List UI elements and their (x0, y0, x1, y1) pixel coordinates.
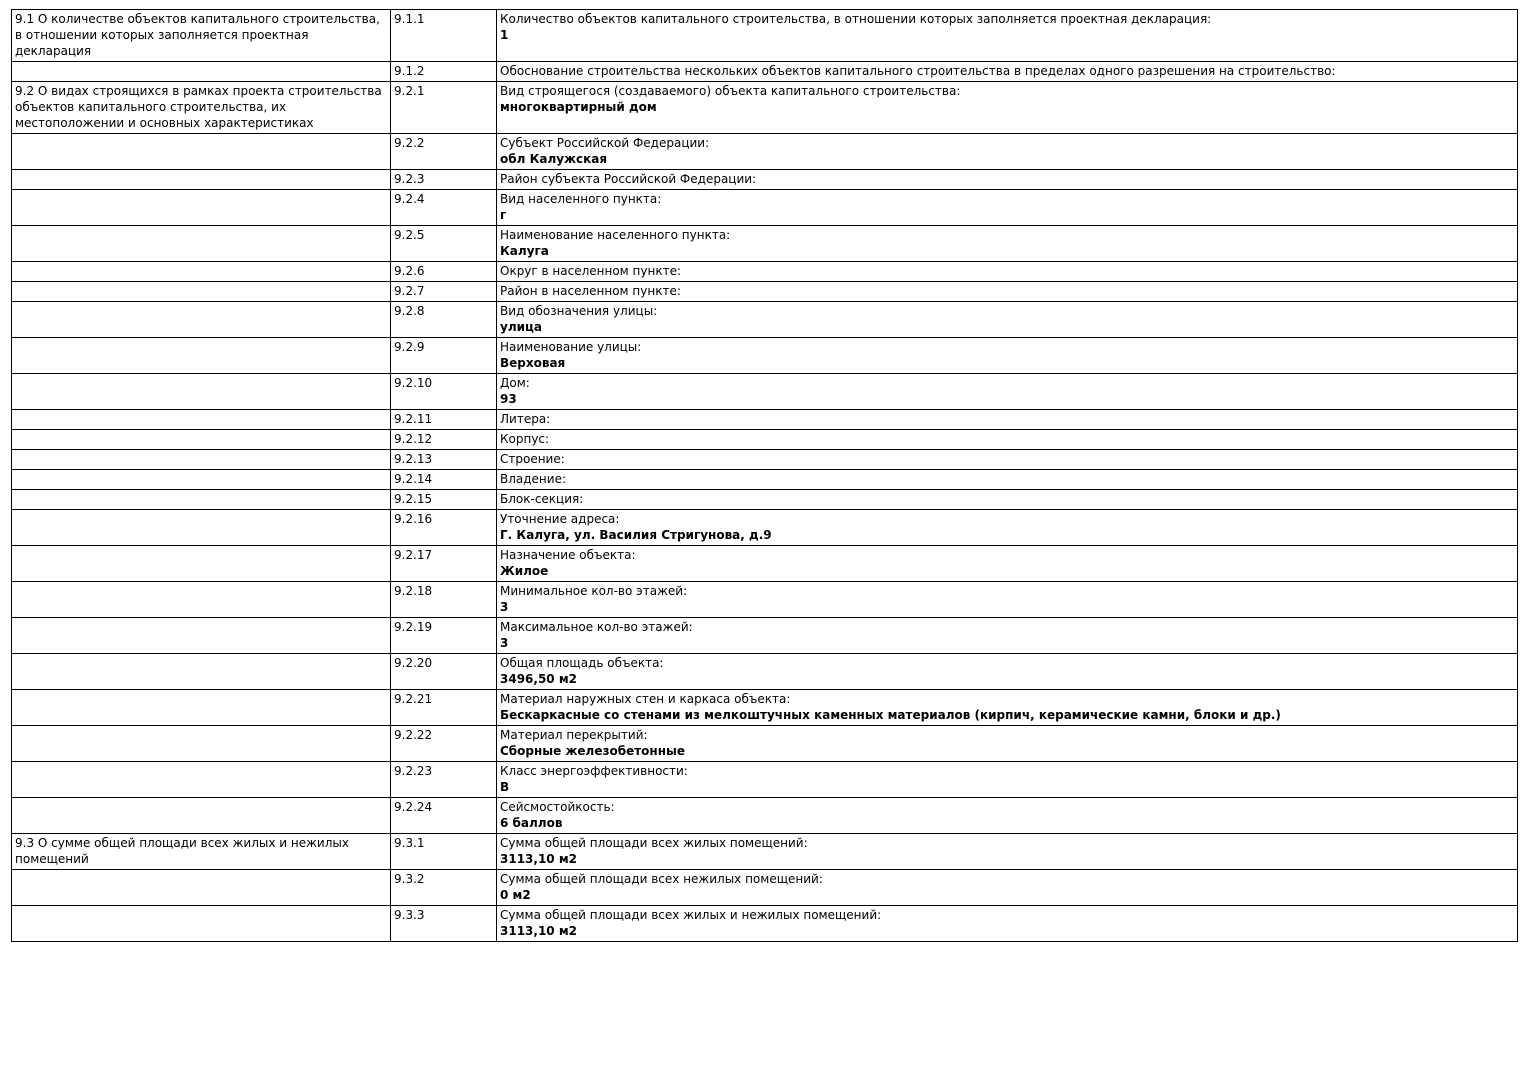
field-label: Назначение объекта: (500, 548, 636, 562)
row-content-cell (497, 582, 1518, 618)
row-content-cell (497, 490, 1518, 510)
row-content-cell (497, 654, 1518, 690)
row-number-cell: 9.3.3 (391, 906, 497, 942)
field-label: Блок-секция: (500, 492, 584, 506)
section-empty-cell (12, 510, 391, 546)
field-value: многоквартирный дом (500, 100, 657, 114)
row-content-cell (497, 510, 1518, 546)
row-content-cell (497, 690, 1518, 726)
row-number-cell: 9.2.16 (391, 510, 497, 546)
field-label: Дом: (500, 376, 530, 390)
section-empty-cell (12, 762, 391, 798)
section-empty-cell (12, 134, 391, 170)
row-number-cell: 9.2.21 (391, 690, 497, 726)
row-content-cell (497, 470, 1518, 490)
table-row (12, 546, 1518, 582)
field-label: Вид строящегося (создаваемого) объекта капитального строительства: (500, 84, 961, 98)
row-content-cell (497, 834, 1518, 870)
field-value: улица (500, 320, 543, 334)
field-label: Материал перекрытий: (500, 728, 648, 742)
table-row (12, 582, 1518, 618)
section-empty-cell (12, 374, 391, 410)
table-row (12, 762, 1518, 798)
field-label: Общая площадь объекта: (500, 656, 664, 670)
row-content-cell (497, 762, 1518, 798)
row-content-cell (497, 430, 1518, 450)
section-empty-cell (12, 170, 391, 190)
section-title-cell: 9.1 О количестве объектов капитального строительства, в отношении которых заполняется проектная декларация (12, 10, 391, 62)
section-empty-cell (12, 430, 391, 450)
table-row (12, 170, 1518, 190)
field-value: 3113,10 м2 (500, 852, 577, 866)
table-row (12, 134, 1518, 170)
row-content-cell (497, 282, 1518, 302)
row-number-cell: 9.2.23 (391, 762, 497, 798)
table-row (12, 490, 1518, 510)
field-value: Сборные железобетонные (500, 744, 685, 758)
row-number-cell: 9.2.9 (391, 338, 497, 374)
field-label: Округ в населенном пункте: (500, 264, 682, 278)
row-number-cell: 9.2.4 (391, 190, 497, 226)
section-empty-cell (12, 618, 391, 654)
row-number-cell: 9.2.1 (391, 82, 497, 134)
field-label: Наименование населенного пункта: (500, 228, 731, 242)
table-row (12, 618, 1518, 654)
section-empty-cell (12, 582, 391, 618)
table-row (12, 870, 1518, 906)
section-title-cell: 9.2 О видах строящихся в рамках проекта строительства объектов капитального строительства, их местоположении и основных характеристиках (12, 82, 391, 134)
row-number-cell: 9.2.19 (391, 618, 497, 654)
table-row (12, 302, 1518, 338)
field-value: Жилое (500, 564, 549, 578)
field-value: 1 (500, 28, 509, 42)
table-row (12, 798, 1518, 834)
field-value: Г. Калуга, ул. Василия Стригунова, д.9 (500, 528, 772, 542)
section-empty-cell (12, 62, 391, 82)
field-label: Максимальное кол-во этажей: (500, 620, 693, 634)
section-empty-cell (12, 302, 391, 338)
row-number-cell: 9.2.18 (391, 582, 497, 618)
row-content-cell (497, 82, 1518, 134)
section-title-cell: 9.3 О сумме общей площади всех жилых и нежилых помещений (12, 834, 391, 870)
field-value: 3496,50 м2 (500, 672, 577, 686)
row-content-cell (497, 798, 1518, 834)
row-content-cell (497, 190, 1518, 226)
table-row (12, 62, 1518, 82)
row-content-cell (497, 134, 1518, 170)
field-label: Наименование улицы: (500, 340, 642, 354)
table-row (12, 374, 1518, 410)
row-content-cell (497, 62, 1518, 82)
table-row (12, 10, 1518, 62)
field-label: Литера: (500, 412, 551, 426)
field-label: Корпус: (500, 432, 550, 446)
field-value: 93 (500, 392, 517, 406)
declaration-table (11, 9, 1518, 942)
field-value: 6 баллов (500, 816, 563, 830)
field-label: Обоснование строительства нескольких объектов капитального строительства в пределах одного разрешения на строительство: (500, 64, 1336, 78)
table-row (12, 834, 1518, 870)
row-content-cell (497, 906, 1518, 942)
table-row (12, 470, 1518, 490)
section-empty-cell (12, 690, 391, 726)
section-empty-cell (12, 470, 391, 490)
field-value: обл Калужская (500, 152, 608, 166)
row-number-cell: 9.1.1 (391, 10, 497, 62)
field-label: Владение: (500, 472, 567, 486)
field-label: Сумма общей площади всех жилых помещений: (500, 836, 808, 850)
field-value: г (500, 208, 507, 222)
field-label: Сумма общей площади всех жилых и нежилых помещений: (500, 908, 882, 922)
field-value: Бескаркасные со стенами из мелкоштучных каменных материалов (кирпич, керамические камни, блоки и др.) (500, 708, 1281, 722)
field-value: 0 м2 (500, 888, 531, 902)
section-empty-cell (12, 798, 391, 834)
field-label: Сумма общей площади всех нежилых помещений: (500, 872, 823, 886)
field-label: Вид населенного пункта: (500, 192, 662, 206)
row-number-cell: 9.2.14 (391, 470, 497, 490)
field-label: Строение: (500, 452, 565, 466)
row-content-cell (497, 618, 1518, 654)
row-number-cell: 9.2.10 (391, 374, 497, 410)
table-row (12, 430, 1518, 450)
table-row (12, 450, 1518, 470)
section-empty-cell (12, 226, 391, 262)
section-empty-cell (12, 870, 391, 906)
field-label: Минимальное кол-во этажей: (500, 584, 688, 598)
row-content-cell (497, 262, 1518, 282)
row-number-cell: 9.2.20 (391, 654, 497, 690)
row-number-cell: 9.2.17 (391, 546, 497, 582)
field-label: Район в населенном пункте: (500, 284, 681, 298)
field-value: В (500, 780, 510, 794)
field-label: Вид обозначения улицы: (500, 304, 658, 318)
section-empty-cell (12, 262, 391, 282)
field-value: 3 (500, 636, 509, 650)
row-number-cell: 9.2.5 (391, 226, 497, 262)
row-content-cell (497, 170, 1518, 190)
row-content-cell (497, 302, 1518, 338)
table-row (12, 338, 1518, 374)
section-empty-cell (12, 450, 391, 470)
section-empty-cell (12, 282, 391, 302)
row-content-cell (497, 450, 1518, 470)
table-row (12, 906, 1518, 942)
table-row (12, 410, 1518, 430)
row-number-cell: 9.2.22 (391, 726, 497, 762)
section-empty-cell (12, 410, 391, 430)
field-label: Уточнение адреса: (500, 512, 620, 526)
field-value: Верховая (500, 356, 566, 370)
row-number-cell: 9.2.6 (391, 262, 497, 282)
row-content-cell (497, 726, 1518, 762)
row-number-cell: 9.2.12 (391, 430, 497, 450)
field-value: 3 (500, 600, 509, 614)
row-number-cell: 9.2.3 (391, 170, 497, 190)
field-label: Сейсмостойкость: (500, 800, 615, 814)
row-number-cell: 9.3.1 (391, 834, 497, 870)
field-value: Калуга (500, 244, 549, 258)
row-content-cell (497, 410, 1518, 430)
section-empty-cell (12, 338, 391, 374)
field-label: Класс энергоэффективности: (500, 764, 688, 778)
row-number-cell: 9.2.2 (391, 134, 497, 170)
table-row (12, 726, 1518, 762)
row-number-cell: 9.1.2 (391, 62, 497, 82)
section-empty-cell (12, 654, 391, 690)
table-row (12, 654, 1518, 690)
section-empty-cell (12, 490, 391, 510)
field-label: Район субъекта Российской Федерации: (500, 172, 757, 186)
table-row (12, 190, 1518, 226)
field-label: Количество объектов капитального строительства, в отношении которых заполняется проектная декларация: (500, 12, 1212, 26)
row-content-cell (497, 338, 1518, 374)
row-content-cell (497, 546, 1518, 582)
row-number-cell: 9.2.13 (391, 450, 497, 470)
table-row (12, 690, 1518, 726)
section-empty-cell (12, 906, 391, 942)
section-empty-cell (12, 190, 391, 226)
row-content-cell (497, 10, 1518, 62)
row-number-cell: 9.2.11 (391, 410, 497, 430)
declaration-table-body (12, 10, 1518, 942)
field-label: Материал наружных стен и каркаса объекта: (500, 692, 791, 706)
table-row (12, 510, 1518, 546)
section-empty-cell (12, 726, 391, 762)
row-content-cell (497, 374, 1518, 410)
table-row (12, 262, 1518, 282)
row-number-cell: 9.2.7 (391, 282, 497, 302)
row-number-cell: 9.2.8 (391, 302, 497, 338)
field-value: 3113,10 м2 (500, 924, 577, 938)
row-number-cell: 9.3.2 (391, 870, 497, 906)
row-number-cell: 9.2.24 (391, 798, 497, 834)
table-row (12, 282, 1518, 302)
row-content-cell (497, 226, 1518, 262)
table-row (12, 82, 1518, 134)
section-empty-cell (12, 546, 391, 582)
table-row (12, 226, 1518, 262)
row-number-cell: 9.2.15 (391, 490, 497, 510)
field-label: Субъект Российской Федерации: (500, 136, 710, 150)
row-content-cell (497, 870, 1518, 906)
